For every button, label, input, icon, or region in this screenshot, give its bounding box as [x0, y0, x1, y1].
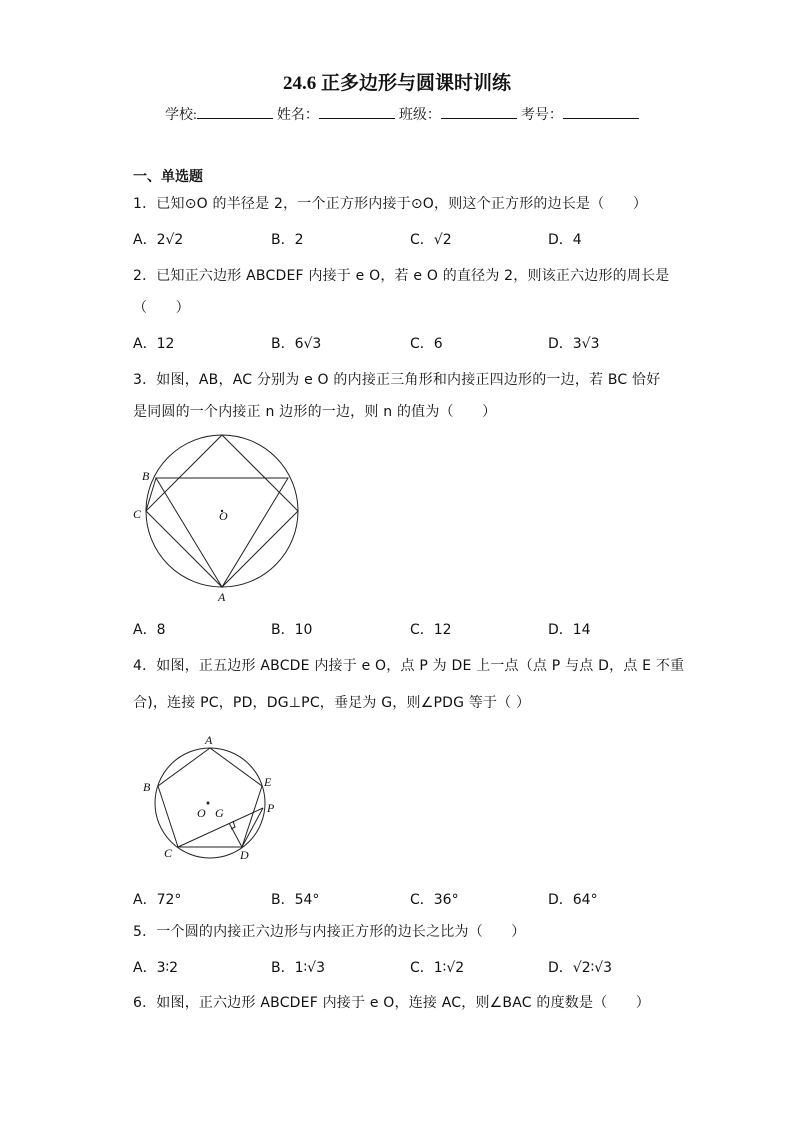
- q4-center-dot: [207, 802, 210, 805]
- question-2-text-line2: （ ）: [133, 300, 190, 316]
- q3-option-b[interactable]: B．10: [271, 622, 313, 638]
- q4-label-g: G: [215, 806, 224, 820]
- q2-option-c[interactable]: C．6: [410, 336, 443, 352]
- q3-option-c[interactable]: C．12: [410, 622, 452, 638]
- q5-option-b[interactable]: B．1∶√3: [271, 960, 325, 976]
- q3-option-d[interactable]: D．14: [548, 622, 591, 638]
- q1-option-c[interactable]: C．√2: [410, 232, 452, 248]
- question-3-text-line2: 是同圆的一个内接正 n 边形的一边，则 n 的值为（ ）: [133, 404, 497, 420]
- page-title: 24.6 正多边形与圆课时训练: [282, 73, 511, 94]
- q3-label-a: A: [218, 590, 226, 604]
- class-label: 班级：: [398, 108, 441, 123]
- name-blank[interactable]: [319, 104, 395, 119]
- q4-segment-dg: [229, 823, 242, 847]
- q5-option-c[interactable]: C．1∶√2: [410, 960, 465, 976]
- q4-label-a: A: [205, 733, 213, 747]
- q2-option-b[interactable]: B．6√3: [271, 336, 322, 352]
- question-5-text: 5．一个圆的内接正六边形与内接正方形的边长之比为（ ）: [133, 924, 526, 940]
- class-blank[interactable]: [441, 104, 517, 119]
- q1-option-a[interactable]: A．2√2: [133, 232, 184, 248]
- q4-circle: [155, 748, 265, 858]
- question-1-text: 1．已知⊙O 的半径是 2，一个正方形内接于⊙O，则这个正方形的边长是（ ）: [133, 196, 648, 212]
- question-4-text-line2: 合)，连接 PC，PD，DG⊥PC，垂足为 G，则∠PDG 等于（ ）: [133, 695, 531, 711]
- student-info-line: [165, 104, 639, 124]
- question-2-text-line1: 2．已知正六边形 ABCDEF 内接于 e O，若 e O 的直径为 2，则该正六边形的周长是: [133, 268, 670, 284]
- number-label: 考号：: [520, 108, 563, 123]
- question-3-text-line1: 3．如图，AB，AC 分别为 e O 的内接正三角形和内接正四边形的一边，若 BC 恰好: [133, 372, 661, 388]
- q4-option-d[interactable]: D．64°: [548, 892, 598, 908]
- q4-label-b: B: [143, 780, 151, 794]
- q5-option-a[interactable]: A．3∶2: [133, 960, 179, 976]
- number-blank[interactable]: [563, 104, 639, 119]
- name-label: 姓名：: [276, 108, 319, 123]
- q2-option-d[interactable]: D．3√3: [548, 336, 600, 352]
- q3-label-b: B: [142, 469, 150, 483]
- q5-option-d[interactable]: D．√2∶√3: [548, 960, 613, 976]
- q3-label-o: O: [219, 509, 228, 523]
- q4-label-o: O: [197, 806, 206, 820]
- q1-option-d[interactable]: D．4: [548, 232, 582, 248]
- q1-option-b[interactable]: B．2: [271, 232, 304, 248]
- q3-figure: [130, 428, 310, 608]
- q3-label-c: C: [133, 507, 142, 521]
- q3-option-a[interactable]: A．8: [133, 622, 166, 638]
- school-blank[interactable]: [197, 104, 273, 119]
- question-6-text: 6．如图，正六边形 ABCDEF 内接于 e O，连接 AC，则∠BAC 的度数是（ ）: [133, 995, 650, 1011]
- q4-option-b[interactable]: B．54°: [271, 892, 320, 908]
- section-heading: 一、单选题: [133, 169, 203, 185]
- school-label: 学校:: [165, 108, 197, 123]
- q4-option-a[interactable]: A．72°: [133, 892, 182, 908]
- q4-label-d: D: [240, 848, 249, 862]
- q4-option-c[interactable]: C．36°: [410, 892, 459, 908]
- q2-option-a[interactable]: A．12: [133, 336, 175, 352]
- q4-label-c: C: [164, 846, 173, 860]
- q3-triangle: [156, 478, 288, 587]
- q4-label-p: P: [267, 801, 275, 815]
- q4-label-e: E: [264, 775, 272, 789]
- q4-figure: [135, 730, 285, 865]
- question-4-text-line1: 4．如图，正五边形 ABCDE 内接于 e O，点 P 为 DE 上一点（点 P 与点 D，点 E 不重: [133, 658, 685, 674]
